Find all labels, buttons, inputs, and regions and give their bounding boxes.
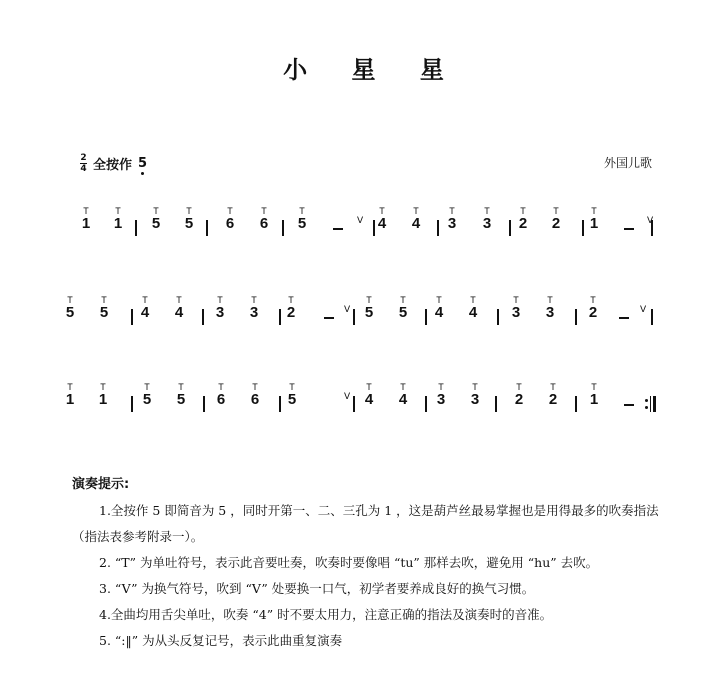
- note-number: 3: [215, 304, 225, 321]
- tongue-mark: T: [470, 295, 476, 305]
- note-number: 2: [551, 215, 561, 232]
- note-number: 6: [216, 391, 226, 408]
- barline: [202, 309, 204, 325]
- barline: [425, 309, 427, 325]
- note: [545, 383, 561, 408]
- tips-heading: 演奏提示:: [72, 477, 130, 492]
- tongue-mark: T: [217, 295, 223, 305]
- tongue-mark: T: [366, 295, 372, 305]
- key-info: [80, 154, 147, 173]
- tongue-mark: T: [550, 382, 556, 392]
- note-number: 4: [398, 391, 408, 408]
- tip-item-2: 2. “T” 为单吐符号，表示此音要吐奏，吹奏时要像唱 “tu” 那样去吹，避免用 “hu” 去吹。: [99, 555, 599, 570]
- note-number: 2: [286, 304, 296, 321]
- note: [515, 207, 531, 232]
- tongue-mark: T: [400, 382, 406, 392]
- note: [433, 383, 449, 408]
- score-line-3: [0, 383, 727, 423]
- note-number: 5: [151, 215, 161, 232]
- tongue-mark: T: [299, 206, 305, 216]
- note: [173, 383, 189, 408]
- note-number: 4: [411, 215, 421, 232]
- tongue-mark: T: [142, 295, 148, 305]
- tongue-mark: T: [101, 295, 107, 305]
- note-number: 5: [99, 304, 109, 321]
- barline: [437, 220, 439, 236]
- note-number: 5: [287, 391, 297, 408]
- tongue-mark: T: [449, 206, 455, 216]
- note: [247, 383, 263, 408]
- barline: [425, 396, 427, 412]
- note-number: 3: [545, 304, 555, 321]
- barline: [509, 220, 511, 236]
- tongue-mark: T: [83, 206, 89, 216]
- note: [548, 207, 564, 232]
- barline: [651, 309, 653, 325]
- note: [508, 296, 524, 321]
- barline: [575, 396, 577, 412]
- note-number: 1: [113, 215, 123, 232]
- tongue-mark: T: [288, 295, 294, 305]
- barline: [282, 220, 284, 236]
- note: [361, 296, 377, 321]
- note-number: 3: [482, 215, 492, 232]
- note: [256, 207, 272, 232]
- note-number: 1: [81, 215, 91, 232]
- tongue-mark: T: [186, 206, 192, 216]
- note-number: 4: [140, 304, 150, 321]
- note: [465, 296, 481, 321]
- note-number: 4: [434, 304, 444, 321]
- note: [212, 296, 228, 321]
- tongue-mark: T: [520, 206, 526, 216]
- song-title: 小 星 星: [283, 55, 462, 84]
- note-number: 4: [377, 215, 387, 232]
- barline: [131, 309, 133, 325]
- tongue-mark: T: [438, 382, 444, 392]
- barline: [135, 220, 137, 236]
- tongue-mark: T: [252, 382, 258, 392]
- tongue-mark: T: [400, 295, 406, 305]
- note: [361, 383, 377, 408]
- note: [467, 383, 483, 408]
- note: [246, 296, 262, 321]
- note-number: 5: [184, 215, 194, 232]
- note: [213, 383, 229, 408]
- tongue-mark: T: [553, 206, 559, 216]
- breath-mark: V: [647, 216, 654, 226]
- note-number: 3: [447, 215, 457, 232]
- tongue-mark: T: [436, 295, 442, 305]
- note: [110, 207, 126, 232]
- note-number: 5: [176, 391, 186, 408]
- note-number: 5: [65, 304, 75, 321]
- tip-item-3: 3. “V” 为换气符号，吹到 “V” 处要换一口气，初学者要养成良好的换气习惯。: [99, 581, 535, 596]
- tongue-mark: T: [513, 295, 519, 305]
- note-number: 5: [142, 391, 152, 408]
- note: [395, 296, 411, 321]
- breath-mark: V: [344, 392, 351, 402]
- note: [284, 383, 300, 408]
- sustain-dash: [619, 317, 629, 319]
- performance-tips: [72, 472, 662, 654]
- note: [148, 207, 164, 232]
- tongue-mark: T: [516, 382, 522, 392]
- sustain-dash: [333, 228, 343, 230]
- tongue-mark: T: [251, 295, 257, 305]
- tongue-mark: T: [413, 206, 419, 216]
- barline: [497, 309, 499, 325]
- sustain-dash: [624, 404, 634, 406]
- barline: [582, 220, 584, 236]
- note: [444, 207, 460, 232]
- barline: [495, 396, 497, 412]
- tongue-mark: T: [379, 206, 385, 216]
- tongue-mark: T: [67, 295, 73, 305]
- repeat-end-sign: [645, 396, 656, 412]
- barline: [279, 396, 281, 412]
- sustain-dash: [624, 228, 634, 230]
- tongue-mark: T: [115, 206, 121, 216]
- tongue-mark: T: [472, 382, 478, 392]
- note-number: 5: [297, 215, 307, 232]
- note-number: 1: [65, 391, 75, 408]
- breath-mark: V: [640, 305, 647, 315]
- note: [171, 296, 187, 321]
- barline: [206, 220, 208, 236]
- barline: [373, 220, 375, 236]
- tip-item-5: 5. “:‖” 为从头反复记号，表示此曲重复演奏: [99, 633, 343, 648]
- note: [408, 207, 424, 232]
- note-number: 6: [259, 215, 269, 232]
- tongue-mark: T: [547, 295, 553, 305]
- note-number: 2: [588, 304, 598, 321]
- note: [181, 207, 197, 232]
- note: [137, 296, 153, 321]
- note: [586, 207, 602, 232]
- note: [95, 383, 111, 408]
- note-number: 3: [436, 391, 446, 408]
- note: [62, 296, 78, 321]
- note: [222, 207, 238, 232]
- tongue-mark: T: [289, 382, 295, 392]
- tongue-mark: T: [67, 382, 73, 392]
- tongue-mark: T: [227, 206, 233, 216]
- tongue-mark: T: [484, 206, 490, 216]
- note: [374, 207, 390, 232]
- note: [62, 383, 78, 408]
- tip-item-4: 4.全曲均用舌尖单吐，吹奏 “4” 时不要太用力，注意正确的指法及演奏时的音准。: [99, 607, 553, 622]
- note-number: 2: [514, 391, 524, 408]
- tongue-mark: T: [144, 382, 150, 392]
- note-number: 1: [589, 391, 599, 408]
- tongue-mark: T: [591, 382, 597, 392]
- note-number: 1: [589, 215, 599, 232]
- note: [479, 207, 495, 232]
- note: [542, 296, 558, 321]
- time-signature: 2 4: [80, 153, 87, 174]
- tongue-mark: T: [591, 206, 597, 216]
- tip-item-1: 1.全按作 5 即简音为 5 ，同时开第一、二、三孔为 1 ，这是葫芦丝最易掌握也是用得最多的吹奏指法（指法表参考附录一）。: [72, 503, 659, 544]
- note: [283, 296, 299, 321]
- note: [586, 383, 602, 408]
- note-number: 6: [250, 391, 260, 408]
- barline: [203, 396, 205, 412]
- note-number: 4: [174, 304, 184, 321]
- note-number: 4: [364, 391, 374, 408]
- note: [511, 383, 527, 408]
- note-number: 3: [249, 304, 259, 321]
- song-origin: 外国儿歌: [604, 156, 653, 170]
- note: [585, 296, 601, 321]
- note-number: 6: [225, 215, 235, 232]
- barline: [575, 309, 577, 325]
- breath-mark: V: [357, 216, 364, 226]
- barline: [353, 396, 355, 412]
- note-number: 2: [548, 391, 558, 408]
- sustain-dash: [324, 317, 334, 319]
- note-number: 5: [398, 304, 408, 321]
- note: [96, 296, 112, 321]
- note: [78, 207, 94, 232]
- fingering-note: 5: [138, 156, 148, 171]
- note-number: 1: [98, 391, 108, 408]
- fingering-prefix: 全按作: [93, 158, 133, 173]
- tongue-mark: T: [176, 295, 182, 305]
- barline: [131, 396, 133, 412]
- score-line-2: [0, 296, 727, 336]
- note: [431, 296, 447, 321]
- note: [395, 383, 411, 408]
- barline: [279, 309, 281, 325]
- note-number: 3: [511, 304, 521, 321]
- note-number: 2: [518, 215, 528, 232]
- tongue-mark: T: [100, 382, 106, 392]
- note: [139, 383, 155, 408]
- note-number: 5: [364, 304, 374, 321]
- barline: [353, 309, 355, 325]
- note-number: 4: [468, 304, 478, 321]
- tongue-mark: T: [261, 206, 267, 216]
- tongue-mark: T: [590, 295, 596, 305]
- tongue-mark: T: [218, 382, 224, 392]
- note: [294, 207, 310, 232]
- tongue-mark: T: [366, 382, 372, 392]
- note-number: 3: [470, 391, 480, 408]
- score-line-1: [0, 207, 727, 247]
- breath-mark: V: [344, 305, 351, 315]
- tongue-mark: T: [153, 206, 159, 216]
- tongue-mark: T: [178, 382, 184, 392]
